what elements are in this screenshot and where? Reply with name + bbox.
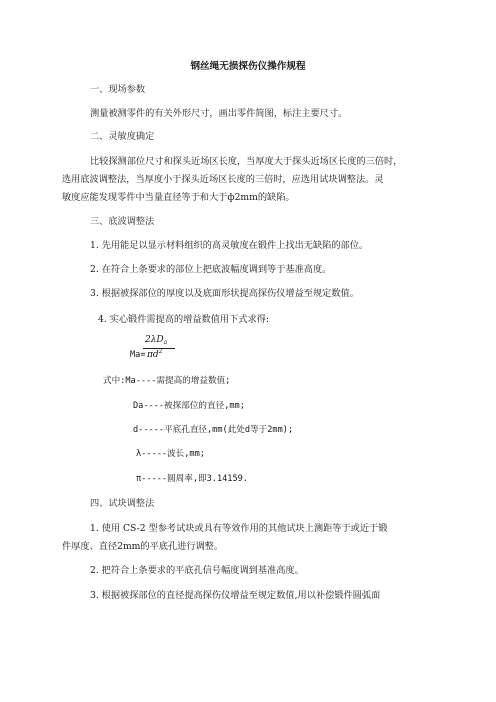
section-3-item-1: 1. 先用能足以显示材料组织的高灵敏度在锻件上找出无缺陷的部位。 (90, 240, 369, 251)
section-2-paragraph-line-3: 敏度应能发现零件中当量直径等于和大于ф2mm的缺陷。 (62, 192, 295, 203)
section-3-item-3: 3. 根据被探部位的厚度以及底面形状提高探伤仪增益至规定数值。 (90, 288, 359, 299)
section-4-item-2: 2. 把符合上条要求的平底孔信号幅度调到基准高度。 (90, 565, 304, 576)
definition-d: d-----平底孔直径,mm(此处d等于2mm); (133, 425, 294, 435)
formula-numerator: $2\lambda D_a$ (145, 335, 168, 346)
section-4-item-3: 3. 根据被探部位的直径提高探伤仪增益至规定数值,用以补偿锻件圆弧面 (90, 590, 381, 601)
formula-lhs: Ma= (130, 350, 146, 360)
section-4-item-1-line-1: 1. 使用 CS-2 型参考试块或具有等效作用的其他试块上测距等于或近于锻 (90, 523, 388, 534)
definition-da: Da----被探部位的直径,mm; (133, 401, 245, 411)
definition-intro: 式中:Ma----需提高的增益数值; (103, 376, 231, 386)
section-3-heading: 三、底波调整法 (90, 216, 155, 227)
document-title: 钢丝绳无损探伤仪操作规程 (190, 61, 306, 72)
formula-denominator: $\pi d^2$ (147, 348, 163, 360)
gain-formula (130, 335, 250, 365)
section-1-paragraph: 测量被测零件的有关外形尺寸，画出零件简图，标注主要尺寸。 (90, 108, 348, 119)
section-2-paragraph-line-2: 选用底波调整法，当厚度小于探头近场区长度的三倍时，应选用试块调整法。灵 (62, 174, 384, 185)
definition-pi: π-----圆周率,即3.14159. (136, 474, 248, 484)
section-3-item-2: 2. 在符合上条要求的部位上把底波幅度调到等于基准高度。 (90, 264, 332, 275)
section-1-heading: 一、现场参数 (90, 84, 146, 95)
section-2-paragraph-line-1: 比较探测部位尺寸和探头近场区长度，当厚度大于探头近场区长度的三倍时， (90, 156, 403, 167)
section-3-item-4: 4. 实心锻件需提高的增益数值用下式求得: (98, 314, 269, 325)
section-4-heading: 四、试块调整法 (90, 498, 155, 509)
section-2-heading: 二、灵敏度确定 (90, 131, 155, 142)
section-4-item-1-line-2: 件厚度、直径2mm的平底孔进行调整。 (62, 541, 224, 552)
definition-lambda: λ-----波长,mm; (136, 449, 205, 459)
